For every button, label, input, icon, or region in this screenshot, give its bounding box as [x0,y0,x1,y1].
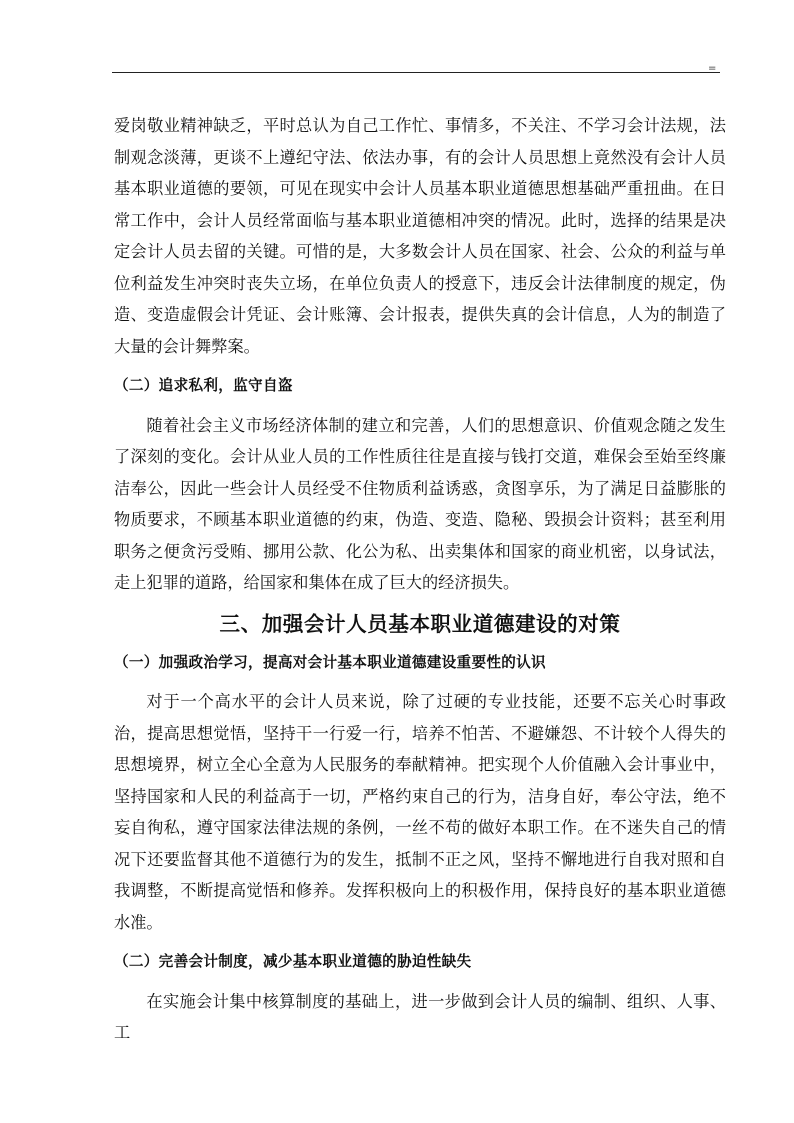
header-mark: = [708,63,717,74]
document-body [114,110,726,1049]
header-rule [112,72,720,73]
subheading-pursuit-of-self-interest: （二）追求私利，监守自盗 [114,377,293,394]
subheading-improve-accounting-system: （二）完善会计制度，减少基本职业道德的胁迫性缺失 [114,953,472,970]
paragraph-high-level-accountant: 对于一个高水平的会计人员来说，除了过硬的专业技能，还要不忘关心时事政治，提高思想觉悟，坚持干一行爱一行，培养不怕苦、不避嫌怨、不计较个人得失的思想境界，树立全心全意为人民服务的奉献精神。把实现个人价值融入会计事业中，坚持国家和人民的利益高于一切，严格约束自己的行为，洁身自好，奉公守法，绝不妄自徇私，遵守国家法律法规的条例，一丝不苟的做好本职工作。在不迷失自己的情况下还要监督其他不道德行为的发生，抵制不正之风，坚持不懈地进行自我对照和自我调整，不断提高觉悟和修养。发挥积极向上的积极作用，保持良好的基本职业道德水准。 [114,692,726,932]
paragraph-market-economy: 随着社会主义市场经济体制的建立和完善，人们的思想意识、价值观念随之发生了深刻的变化。会计从业人员的工作性质往往是直接与钱打交道，难保会至始至终廉洁奉公，因此一些会计人员经受不住物质利益诱惑，贪图享乐，为了满足日益膨胀的物质要求，不顾基本职业道德的约束，伪造、变造、隐秘、毁损会计资料；甚至利用职务之便贪污受贿、挪用公款、化公为私、出卖集体和国家的商业机密，以身试法，走上犯罪的道路，给国家和集体在成了巨大的经济损失。 [114,415,726,592]
section-title: 三、加强会计人员基本职业道德建设的对策 [219,611,621,636]
paragraph-centralized-accounting: 在实施会计集中核算制度的基础上，进一步做到会计人员的编制、组织、人事、工 [114,991,726,1042]
subheading-political-study: （一）加强政治学习，提高对会计基本职业道德建设重要性的认识 [114,653,546,671]
paragraph-continued: 爱岗敬业精神缺乏，平时总认为自己工作忙、事情多，不关注、不学习会计法规，法制观念淡薄，更谈不上遵纪守法、依法办事，有的会计人员思想上竟然没有会计人员基本职业道德的要领，可见在现实中会计人员基本职业道德思想基础严重扭曲。在日常工作中，会计人员经常面临与基本职业道德相冲突的情况。此时，选择的结果是决定会计人员去留的关键。可惜的是，大多数会计人员在国家、社会、公众的利益与单位利益发生冲突时丧失立场，在单位负责人的授意下，违反会计法律制度的规定，伪造、变造虚假会计凭证、会计账簿、会计报表，提供失真的会计信息，人为的制造了大量的会计舞弊案。 [114,116,726,356]
